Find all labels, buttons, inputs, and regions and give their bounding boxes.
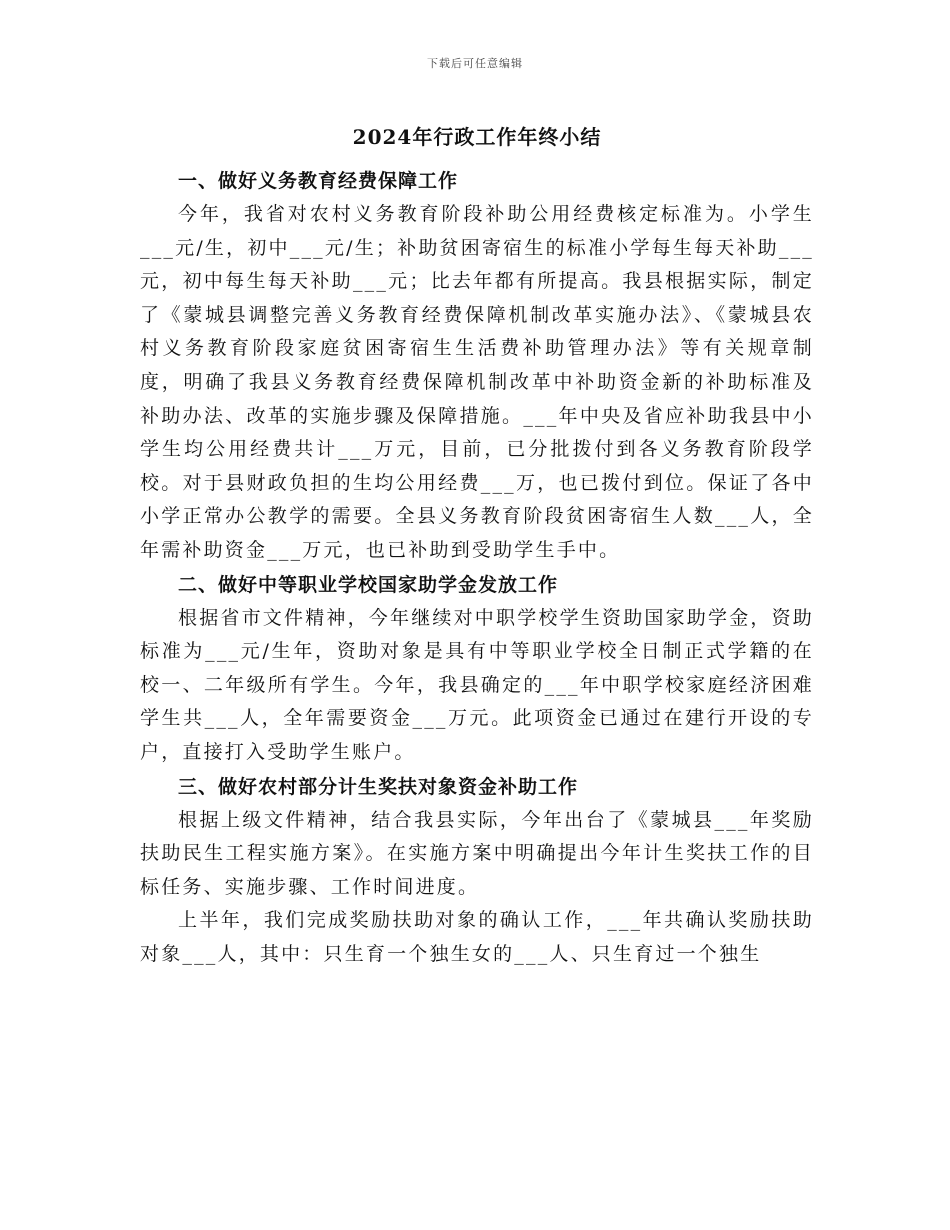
paragraph: 根据省市文件精神，今年继续对中职学校学生资助国家助学金，资助标准为___元/生年，资助对象是具有中等职业学校全日制正式学籍的在校一、二年级所有学生。今年，我县确定的___年中职学校家庭经济困难学生共___人，全年需要资金___万元。此项资金已通过在建行开设的专户，直接打入受助学生账户。 xyxy=(140,606,815,763)
section-vocational-grants xyxy=(140,568,814,770)
paragraph: 上半年，我们完成奖励扶助对象的确认工作，___年共确认奖励扶助对象___人，其中：只生育一个独生女的___人、只生育过一个独生 xyxy=(140,909,814,965)
document-body xyxy=(140,122,814,971)
section-heading: 三、做好农村部分计生奖扶对象资金补助工作 xyxy=(178,775,579,798)
page-header-note: 下载后可任意编辑 xyxy=(427,57,523,70)
section-heading: 一、做好义务教育经费保障工作 xyxy=(178,170,459,192)
section-heading: 二、做好中等职业学校国家助学金发放工作 xyxy=(178,573,559,596)
section-family-planning-subsidy xyxy=(140,770,814,972)
section-education-funding xyxy=(140,164,814,568)
document-title: 2024年行政工作年终小结 xyxy=(352,125,602,149)
paragraph: 根据上级文件精神，结合我县实际，今年出台了《蒙城县___年奖励扶助民生工程实施方案》。在实施方案中明确提出今年计生奖扶工作的目标任务、实施步骤、工作时间进度。 xyxy=(140,808,814,898)
paragraph: 今年，我省对农村义务教育阶段补助公用经费核定标准为。小学生___元/生，初中___元/生；补助贫困寄宿生的标准小学每生每天补助___元，初中每生每天补助___元；比去年都有所提高。我县根据实际，制定了《蒙城县调整完善义务教育经费保障机制改革实施办法》、《蒙城县农村义务教育阶段家庭贫困寄宿生生活费补助管理办法》等有关规章制度，明确了我县义务教育经费保障机制改革中补助资金新的补助标准及补助办法、改革的实施步骤及保障措施。___年中央及省应补助我县中小学生均公用经费共计___万元，目前，已分批拨付到各义务教育阶段学校。对于县财政负担的生均公用经费___万，也已拨付到位。保证了各中小学正常办公教学的需要。全县义务教育阶段贫困寄宿生人数___人，全年需补助资金___万元，也已补助到受助学生手中。 xyxy=(140,203,814,561)
